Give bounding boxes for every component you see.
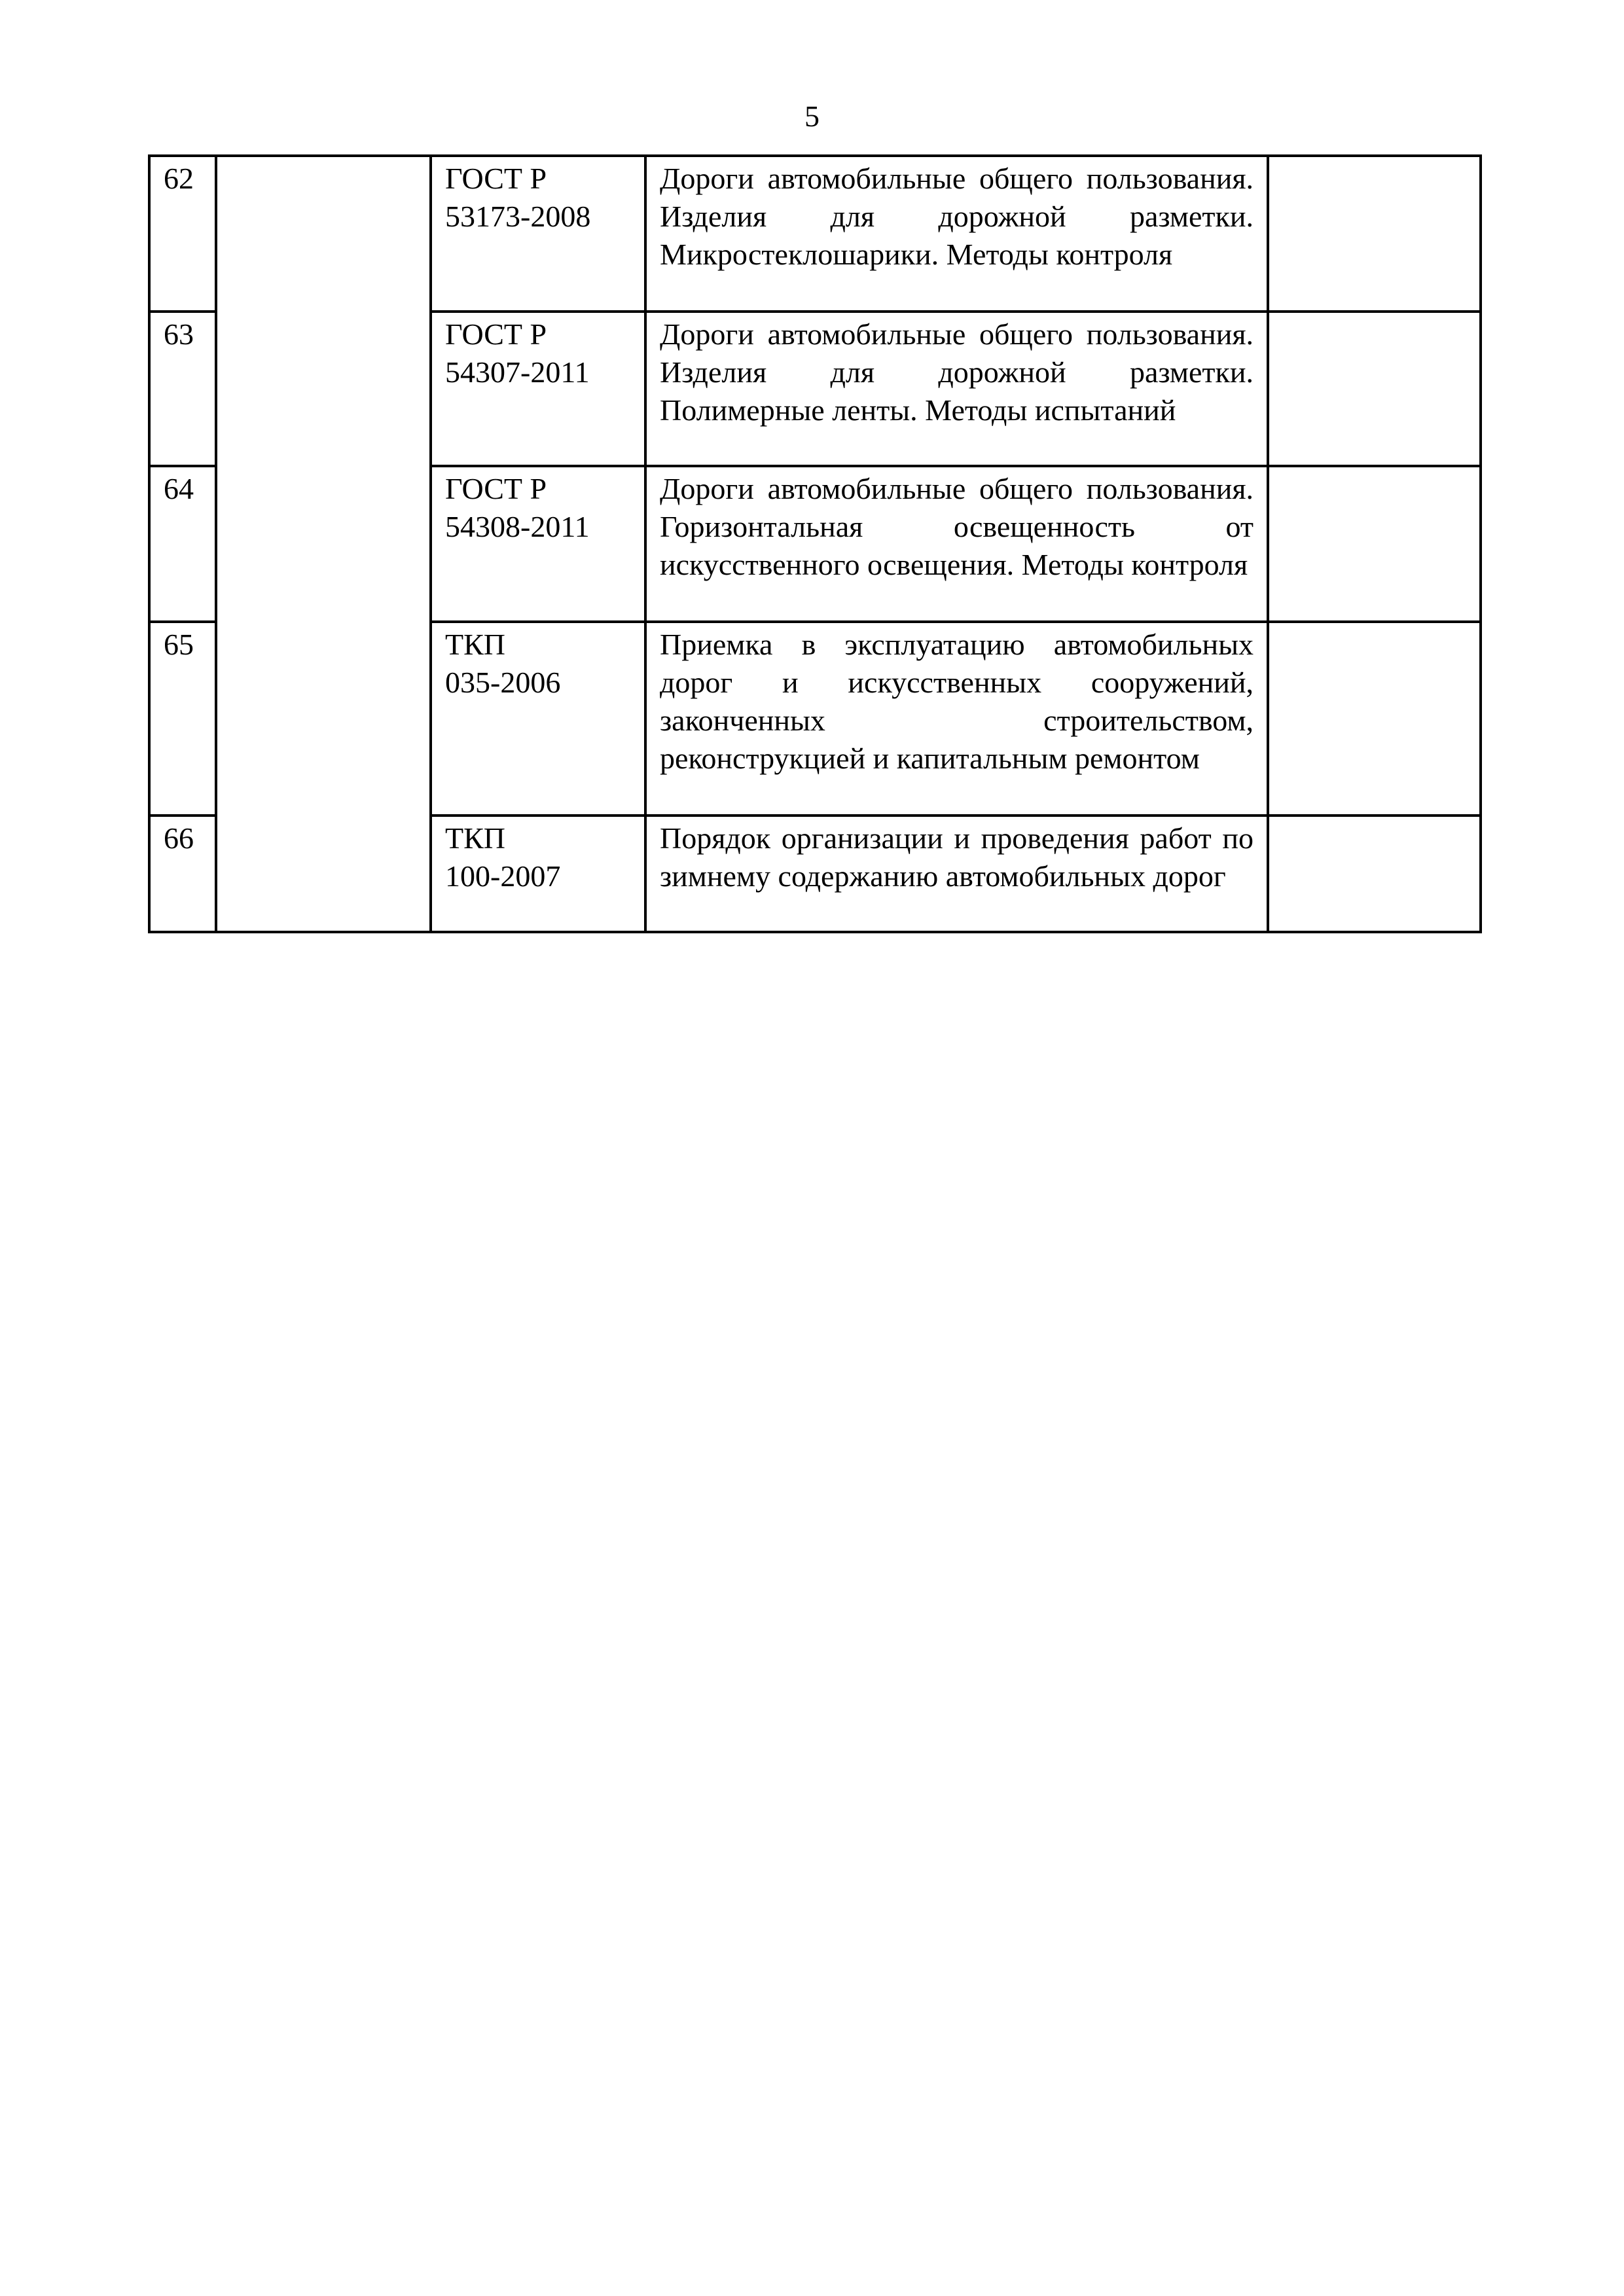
row-number: 63 (149, 312, 216, 466)
standards-table (148, 154, 1482, 933)
standard-code: ТКП 100-2007 (431, 816, 645, 932)
standard-title: Дороги автомобильные общего пользования. Горизонтальная освещенность от искусственного освещения. Методы контроля (645, 466, 1268, 622)
note-cell (1268, 816, 1481, 932)
standard-title: Дороги автомобильные общего пользования. Изделия для дорожной разметки. Полимерные ленты. Методы испытаний (645, 312, 1268, 466)
standard-title: Дороги автомобильные общего пользования. Изделия для дорожной разметки. Микростеклошарики. Методы контроля (645, 156, 1268, 312)
standard-code: ТКП 035-2006 (431, 622, 645, 816)
standard-code: ГОСТ Р 54308-2011 (431, 466, 645, 622)
row-number: 65 (149, 622, 216, 816)
group-cell (216, 156, 431, 932)
note-cell (1268, 156, 1481, 312)
row-number: 64 (149, 466, 216, 622)
note-cell (1268, 466, 1481, 622)
table-row (149, 156, 1481, 312)
note-cell (1268, 622, 1481, 816)
row-number: 62 (149, 156, 216, 312)
standard-title: Порядок организации и проведения работ по зимнему содержанию автомобильных дорог (645, 816, 1268, 932)
standard-title: Приемка в эксплуатацию автомобильных дорог и искусственных сооружений, законченных строительством, реконструкцией и капитальным ремонтом (645, 622, 1268, 816)
standard-code: ГОСТ Р 54307-2011 (431, 312, 645, 466)
page-number: 5 (804, 99, 820, 133)
standard-code: ГОСТ Р 53173-2008 (431, 156, 645, 312)
row-number: 66 (149, 816, 216, 932)
note-cell (1268, 312, 1481, 466)
